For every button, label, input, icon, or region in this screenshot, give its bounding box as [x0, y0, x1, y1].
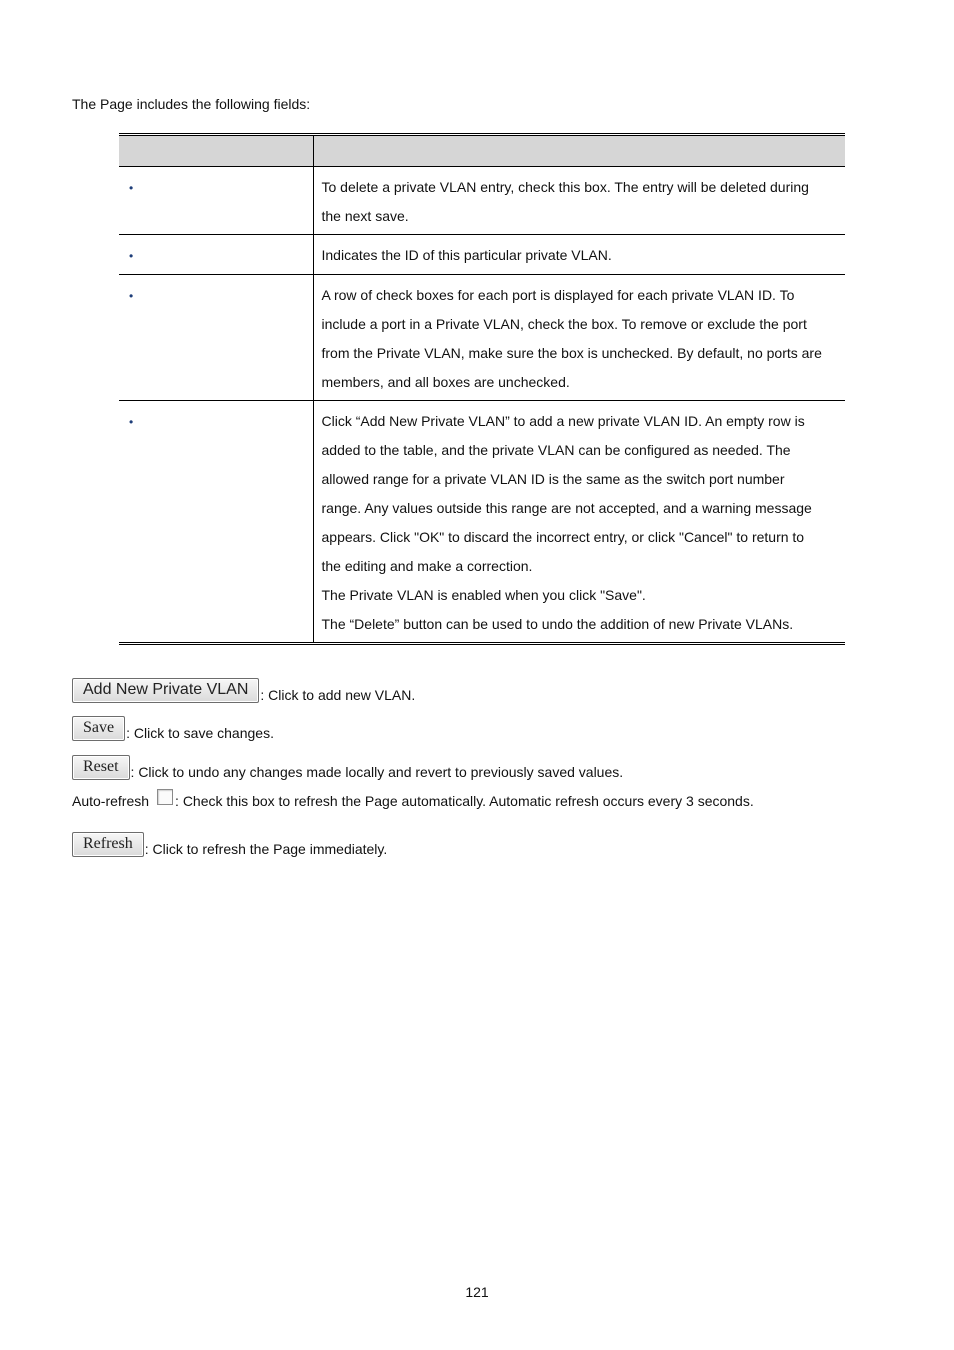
save-button-description: : Click to save changes. — [126, 725, 274, 741]
header-object — [119, 135, 313, 167]
bullet-icon: • — [129, 289, 134, 303]
intro-text: The Page includes the following fields: — [72, 96, 311, 112]
reset-line — [72, 755, 623, 780]
object-cell — [119, 235, 313, 275]
object-cell — [119, 401, 313, 644]
description-line: include a port in a Private VLAN, check the box. To remove or exclude the port — [321, 316, 807, 332]
description-line: allowed range for a private VLAN ID is the same as the switch port number — [321, 471, 785, 487]
description-line: To delete a private VLAN entry, check this box. The entry will be deleted during — [321, 179, 809, 195]
reset-button-description: : Click to undo any changes made locally and revert to previously saved values. — [130, 764, 624, 780]
description-line: from the Private VLAN, make sure the box is unchecked. By default, no ports are — [321, 345, 822, 361]
table-row — [119, 235, 845, 275]
refresh-button[interactable]: Refresh — [72, 832, 144, 857]
description-cell — [313, 275, 845, 401]
object-cell — [119, 167, 313, 235]
table-row — [119, 275, 845, 401]
table-row — [119, 167, 845, 235]
save-button[interactable]: Save — [72, 716, 125, 741]
description-line: added to the table, and the private VLAN can be configured as needed. The — [321, 442, 791, 458]
autorefresh-description: : Check this box to refresh the Page automatically. Automatic refresh occurs every 3 seconds. — [175, 793, 754, 809]
bullet-icon: • — [129, 415, 134, 429]
reset-button[interactable]: Reset — [72, 755, 130, 780]
description-line: the editing and make a correction. — [321, 558, 533, 574]
description-line: range. Any values outside this range are not accepted, and a warning message — [321, 500, 812, 516]
autorefresh-label: Auto-refresh — [72, 793, 150, 809]
bullet-icon: • — [129, 181, 134, 195]
save-line — [72, 716, 274, 741]
description-line: The “Delete” button can be used to undo the addition of new Private VLANs. — [321, 616, 794, 632]
add-new-private-vlan-button[interactable]: Add New Private VLAN — [72, 678, 259, 703]
object-cell — [119, 275, 313, 401]
add-button-description: : Click to add new VLAN. — [260, 687, 416, 703]
table-row — [119, 401, 845, 644]
description-cell — [313, 401, 845, 644]
description-cell — [313, 167, 845, 235]
bullet-icon: • — [129, 249, 134, 263]
refresh-line — [72, 832, 387, 857]
refresh-button-description: : Click to refresh the Page immediately. — [144, 841, 388, 857]
description-line: appears. Click "OK" to discard the incorrect entry, or click "Cancel" to return to — [321, 529, 805, 545]
description-line: A row of check boxes for each port is displayed for each private VLAN ID. To — [321, 287, 795, 303]
fields-table — [119, 133, 845, 645]
autorefresh-checkbox[interactable] — [157, 789, 173, 805]
page-number: 121 — [465, 1284, 489, 1300]
description-line: Indicates the ID of this particular private VLAN. — [321, 247, 612, 263]
description-line: members, and all boxes are unchecked. — [321, 374, 570, 390]
add-vlan-line — [72, 678, 415, 703]
description-line: the next save. — [321, 208, 409, 224]
description-line: The Private VLAN is enabled when you click "Save". — [321, 587, 646, 603]
autorefresh-line — [72, 793, 754, 809]
header-description — [313, 135, 845, 167]
table-header-row — [119, 135, 845, 167]
description-line: Click “Add New Private VLAN” to add a new private VLAN ID. An empty row is — [321, 413, 805, 429]
description-cell — [313, 235, 845, 275]
